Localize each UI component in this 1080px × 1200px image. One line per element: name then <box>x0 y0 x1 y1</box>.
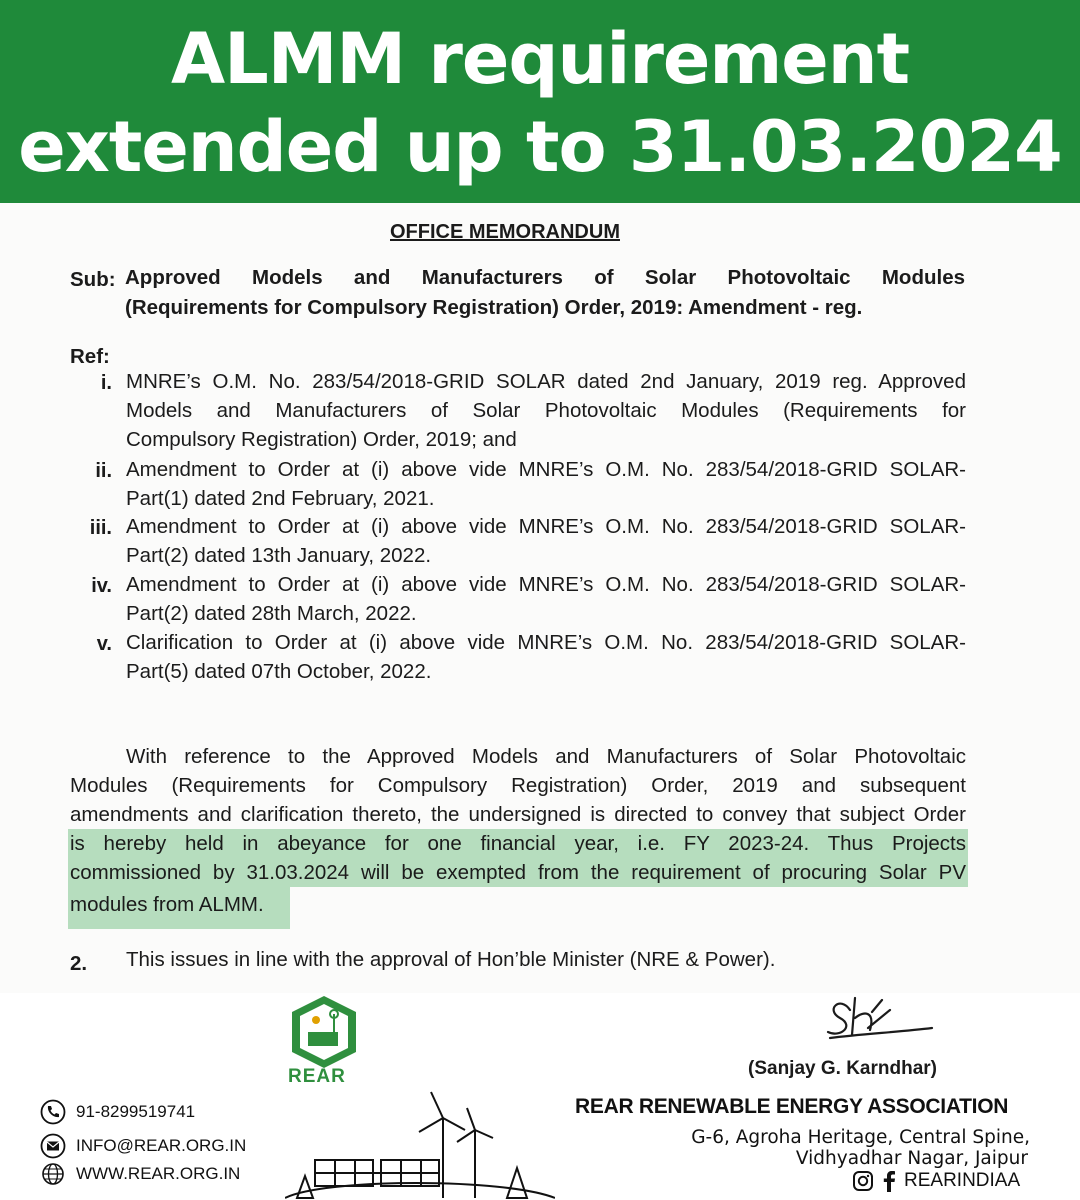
social-links[interactable] <box>852 1170 1020 1192</box>
ref-line: Models and Manufacturers of Solar Photovoltaic Modules (Requirements for <box>126 399 966 422</box>
ref-line: Part(1) dated 2nd February, 2021. <box>126 487 435 510</box>
body-line-highlighted: is hereby held in abeyance for one financial year, i.e. FY 2023-24. Thus Projects <box>70 832 966 855</box>
renewable-illustration <box>285 1090 555 1200</box>
body-line-highlighted: commissioned by 31.03.2024 will be exempted from the requirement of procuring Solar PV <box>70 861 966 884</box>
instagram-icon[interactable] <box>852 1170 874 1192</box>
association-name: REAR RENEWABLE ENERGY ASSOCIATION <box>575 1095 1009 1118</box>
facebook-icon[interactable] <box>882 1170 896 1192</box>
body-line: amendments and clarification thereto, the undersigned is directed to convey that subject Order <box>70 803 966 826</box>
ref-number: iii. <box>89 517 112 539</box>
social-handle: REARINDIAA <box>904 1170 1021 1191</box>
paragraph-number: 2. <box>70 952 88 975</box>
subject-line-1: Approved Models and Manufacturers of Solar Photovoltaic Modules <box>125 266 965 289</box>
website-url: WWW.REAR.ORG.IN <box>76 1164 241 1183</box>
body-line: With reference to the Approved Models and Manufacturers of Solar Photovoltaic <box>126 745 966 768</box>
ref-label: Ref: <box>70 345 110 368</box>
ref-line: MNRE’s O.M. No. 283/54/2018-GRID SOLAR dated 2nd January, 2019 reg. Approved <box>126 370 966 393</box>
signatory-name: (Sanjay G. Karndhar) <box>748 1058 937 1079</box>
email-address: INFO@REAR.ORG.IN <box>76 1136 247 1155</box>
banner-title-line1: ALMM requirement <box>170 18 910 100</box>
body-line: This issues in line with the approval of Hon’ble Minister (NRE & Power). <box>126 948 776 971</box>
subject-label: Sub: <box>70 268 116 291</box>
body-line-highlighted: modules from ALMM. <box>70 893 264 916</box>
banner-title-line2: extended up to 31.03.2024 <box>18 106 1062 188</box>
phone-icon <box>40 1099 66 1125</box>
ref-number: ii. <box>95 460 112 482</box>
ref-number: i. <box>100 372 112 394</box>
title-banner <box>0 0 1080 203</box>
website-contact[interactable] <box>40 1161 240 1187</box>
email-contact[interactable] <box>40 1133 246 1159</box>
phone-number: 91-8299519741 <box>76 1102 196 1121</box>
ref-line: Amendment to Order at (i) above vide MNRE’s O.M. No. 283/54/2018-GRID SOLAR- <box>126 515 966 538</box>
ref-line: Amendment to Order at (i) above vide MNRE’s O.M. No. 283/54/2018-GRID SOLAR- <box>126 573 966 596</box>
ref-line: Part(2) dated 13th January, 2022. <box>126 544 432 567</box>
subject-line-2: (Requirements for Compulsory Registration) Order, 2019: Amendment - reg. <box>125 296 863 319</box>
memo-title: OFFICE MEMORANDUM <box>390 221 620 243</box>
logo-text: REAR <box>288 1066 346 1087</box>
ref-line: Compulsory Registration) Order, 2019; and <box>126 428 517 451</box>
ref-line: Amendment to Order at (i) above vide MNRE’s O.M. No. 283/54/2018-GRID SOLAR- <box>126 458 966 481</box>
phone-contact[interactable] <box>40 1099 195 1125</box>
ref-line: Part(2) dated 28th March, 2022. <box>126 602 417 625</box>
address-line-1: G-6, Agroha Heritage, Central Spine, <box>691 1127 1030 1148</box>
ref-line: Part(5) dated 07th October, 2022. <box>126 660 432 683</box>
ref-number: v. <box>96 633 112 655</box>
email-icon <box>40 1133 66 1159</box>
ref-line: Clarification to Order at (i) above vide MNRE’s O.M. No. 283/54/2018-GRID SOLAR- <box>126 631 966 654</box>
globe-icon <box>40 1161 66 1187</box>
ref-number: iv. <box>91 575 112 597</box>
address-line-2: Vidhyadhar Nagar, Jaipur <box>795 1148 1028 1169</box>
body-line: Modules (Requirements for Compulsory Registration) Order, 2019 and subsequent <box>70 774 966 797</box>
signature-scribble <box>820 990 940 1050</box>
